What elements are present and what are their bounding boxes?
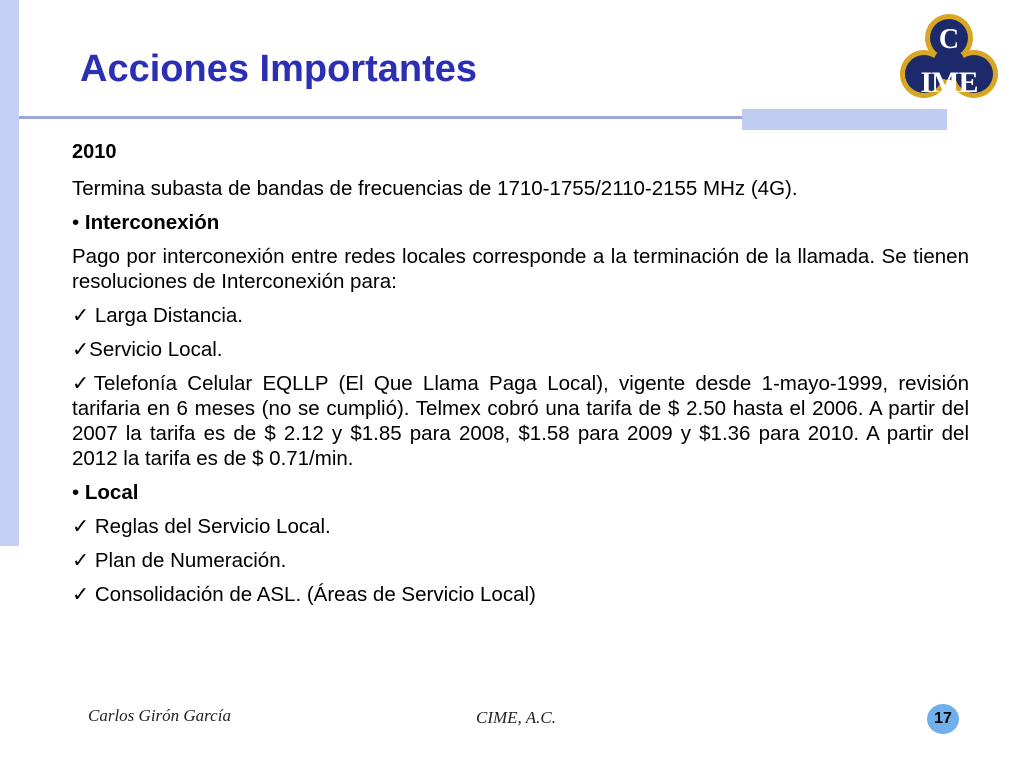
footer-organization: CIME, A.C. [476, 708, 556, 727]
interconnection-paragraph: Pago por interconexión entre redes locales corresponde a la terminación de la llamada. Se tienen resoluciones de Interconexión para: [72, 245, 969, 293]
auction-paragraph: Termina subasta de bandas de frecuencias de 1710-1755/2110-2155 MHz (4G). [72, 177, 798, 200]
slide-body [72, 140, 969, 616]
local-bullet [72, 480, 969, 505]
bullet-icon: • [72, 211, 80, 234]
interconnection-bullet [72, 210, 969, 235]
bullet-icon: • [72, 481, 80, 504]
footer-author: Carlos Girón García [88, 706, 231, 725]
check-item-local-rules: ✓ Reglas del Servicio Local. [72, 515, 331, 538]
year-heading: 2010 [72, 141, 117, 163]
page-number-badge: 17 [927, 704, 959, 734]
interconnection-heading: Interconexión [84, 211, 220, 234]
cime-logo [894, 8, 1004, 112]
check-item-numbering-plan: ✓ Plan de Numeración. [72, 549, 287, 572]
title-underline-block [742, 109, 947, 130]
svg-text:IME: IME [920, 66, 978, 99]
svg-text:C: C [938, 24, 960, 55]
check-item-long-distance: ✓ Larga Distancia. [72, 304, 244, 327]
left-accent-bar [0, 0, 19, 546]
slide-title: Acciones Importantes [80, 48, 477, 90]
check-item-local-service: ✓Servicio Local. [72, 338, 223, 361]
check-item-asl: ✓ Consolidación de ASL. (Áreas de Servicio Local) [72, 583, 536, 606]
local-heading: Local [84, 481, 139, 504]
check-item-mobile: ✓Telefonía Celular EQLLP (El Que Llama Paga Local), vigente desde 1-mayo-1999, revisión tarifaria en 6 meses (no se cumplió). Telmex cobró una tarifa de $ 2.50 hasta el 2006. A partir del 2007 la tarifa es de $ 2.12 y $1.85 para 2008, $1.58 para 2009 y $1.36 para 2010. A partir del 2012 la tarifa es de $ 0.71/min. [72, 372, 969, 470]
